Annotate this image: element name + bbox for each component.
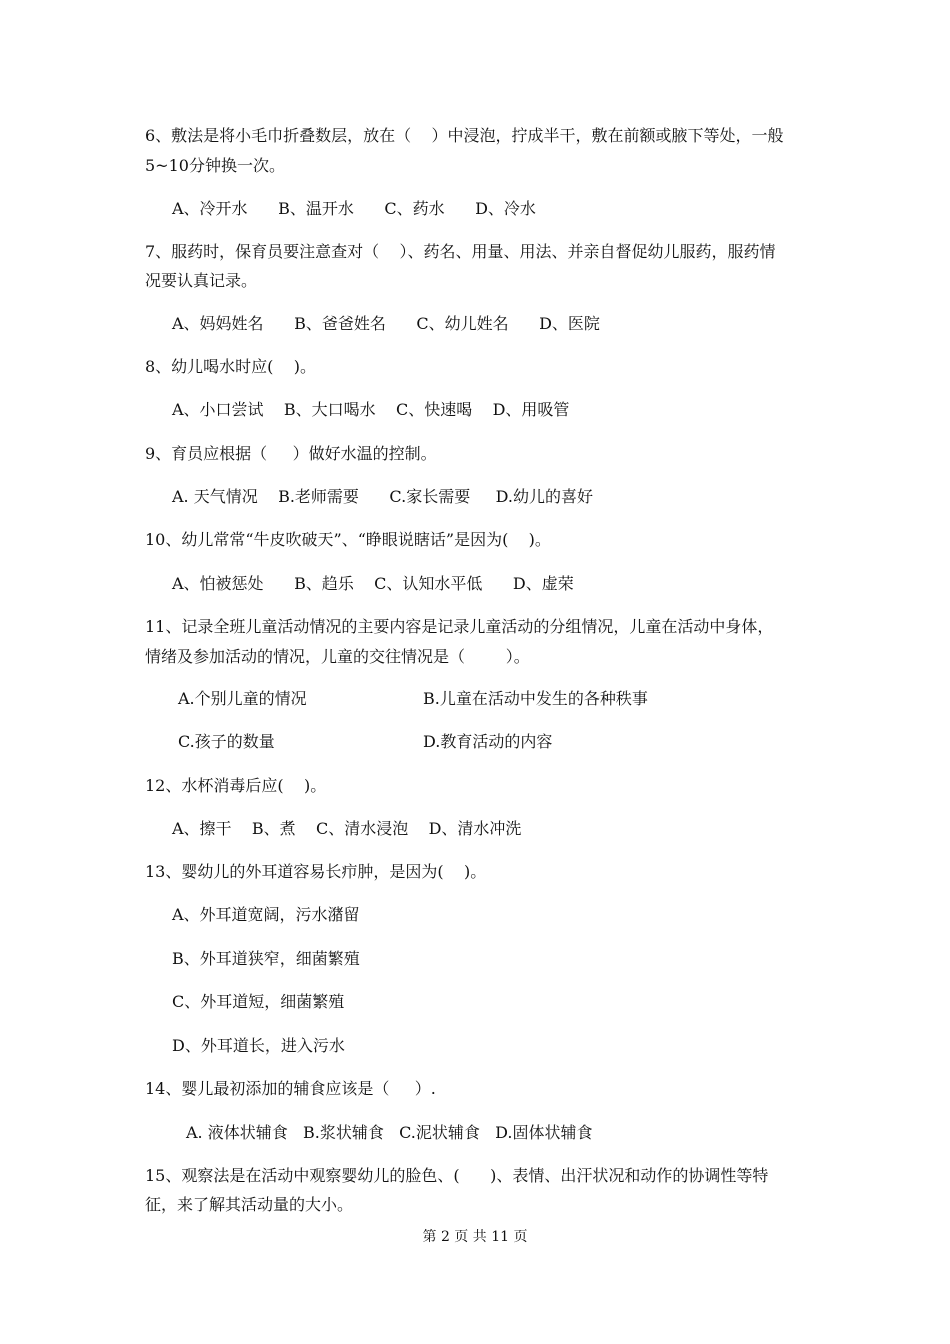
q13-option-b: B、外耳道狭窄，细菌繁殖 (172, 949, 360, 968)
q10-stem: 10、幼儿常常“牛皮吹破天”、“睁眼说瞎话”是因为( )。 (145, 530, 551, 549)
q11-stem-line2: 情绪及参加活动的情况，儿童的交往情况是（ ）。 (145, 647, 530, 666)
q9-options: A. 天气情况 B.老师需要 C.家长需要 D.幼儿的喜好 (172, 487, 593, 506)
q11-option-a: A.个别儿童的情况 (178, 689, 307, 708)
q6-stem-line2: 5~10分钟换一次。 (145, 156, 285, 175)
q7-options: A、妈妈姓名 B、爸爸姓名 C、幼儿姓名 D、医院 (172, 314, 600, 333)
q11-option-c: C.孩子的数量 (178, 732, 275, 751)
q12-options: A、擦干 B、煮 C、清水浸泡 D、清水冲洗 (172, 819, 522, 838)
q13-option-c: C、外耳道短，细菌繁殖 (172, 992, 345, 1011)
q7-stem-line1: 7、服药时，保育员要注意查对（ ）、药名、用量、用法、并亲自督促幼儿服药，服药情 (145, 242, 776, 261)
q13-stem: 13、婴幼儿的外耳道容易长疖肿，是因为( )。 (145, 862, 487, 881)
q15-stem-line1: 15、观察法是在活动中观察婴幼儿的脸色、( )、表情、出汗状况和动作的协调性等特 (145, 1166, 769, 1185)
q11-stem-line1: 11、记录全班儿童活动情况的主要内容是记录儿童活动的分组情况，儿童在活动中身体， (145, 617, 774, 636)
q13-option-d: D、外耳道长，进入污水 (172, 1036, 345, 1055)
q13-option-a: A、外耳道宽阔，污水潴留 (172, 905, 360, 924)
q14-options: A. 液体状辅食 B.浆状辅食 C.泥状辅食 D.固体状辅食 (186, 1123, 593, 1142)
q7-stem-line2: 况要认真记录。 (145, 271, 258, 290)
q8-options: A、小口尝试 B、大口喝水 C、快速喝 D、用吸管 (172, 400, 570, 419)
q11-option-d: D.教育活动的内容 (423, 732, 553, 751)
q12-stem: 12、水杯消毒后应( )。 (145, 776, 327, 795)
q10-options: A、怕被惩处 B、趋乐 C、认知水平低 D、虚荣 (172, 574, 574, 593)
q6-options: A、冷开水 B、温开水 C、药水 D、冷水 (172, 199, 536, 218)
q14-stem: 14、婴儿最初添加的辅食应该是（ ）. (145, 1079, 436, 1098)
q8-stem: 8、幼儿喝水时应( )。 (145, 357, 317, 376)
q6-stem-line1: 6、敷法是将小毛巾折叠数层，放在（ ）中浸泡，拧成半干，敷在前额或腋下等处，一般 (145, 126, 784, 145)
q11-option-b: B.儿童在活动中发生的各种秩事 (423, 689, 648, 708)
q9-stem: 9、育员应根据（ ）做好水温的控制。 (145, 444, 437, 463)
page-number-footer: 第 2 页 共 11 页 (422, 1229, 528, 1245)
q15-stem-line2: 征，来了解其活动量的大小。 (145, 1195, 354, 1214)
